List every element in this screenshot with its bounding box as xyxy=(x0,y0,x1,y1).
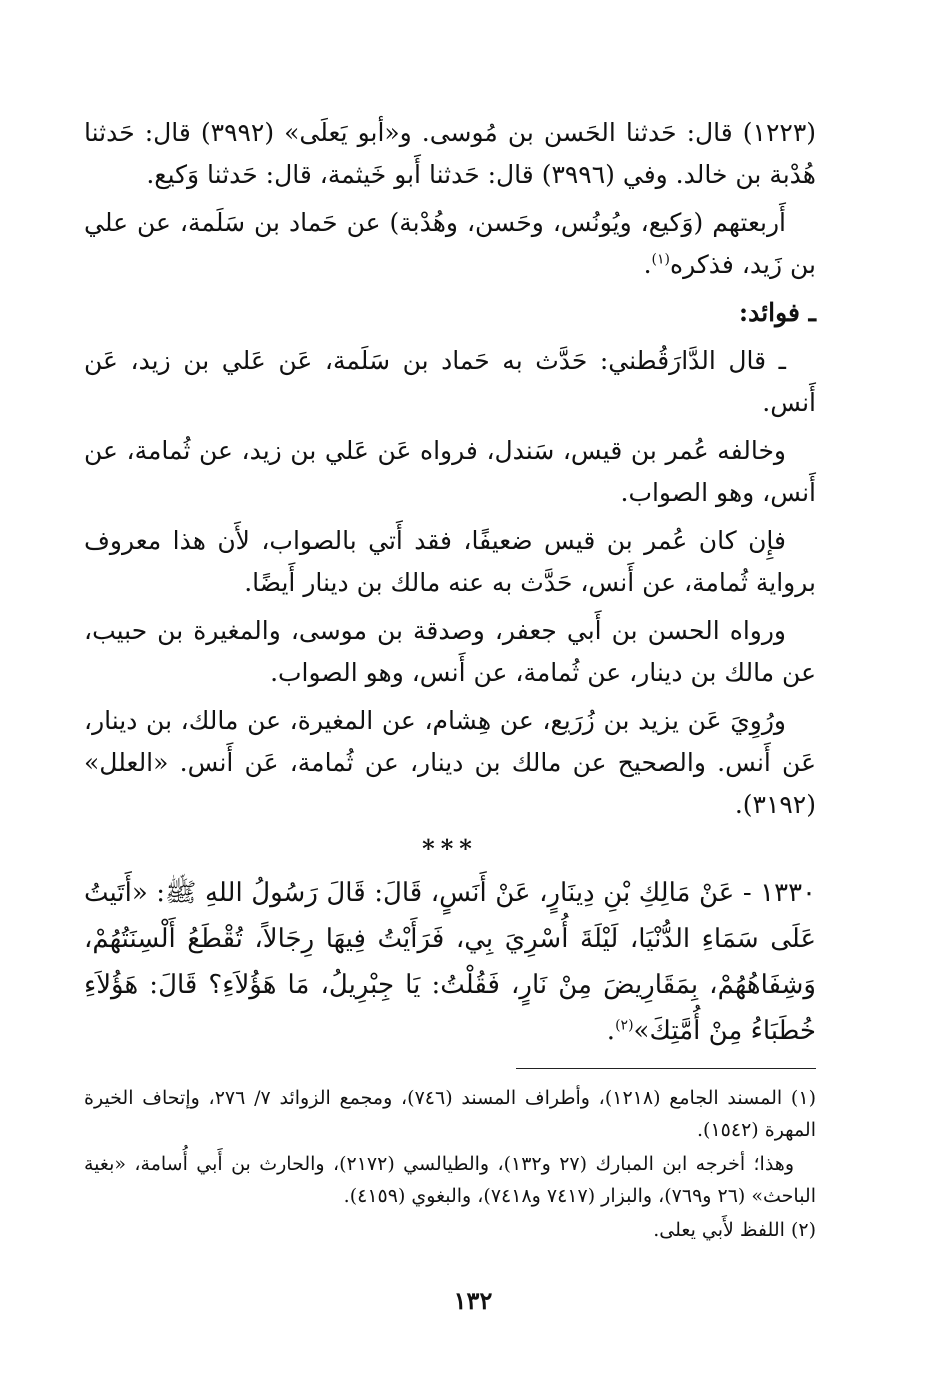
footnotes xyxy=(84,1068,816,1248)
paragraph-ruwiya: ورُوِيَ عَن يزيد بن زُرَيع، عن هِشام، عن المغيرة، عن مالك، بن دينار، عَن أَنس. والصحيح عن مالك بن دينار، عن ثُمامة، عَن أَنس. «العلل» (٣١٩٢). xyxy=(84,706,816,819)
footnote-divider xyxy=(516,1068,816,1069)
paragraph-rawahu: ورواه الحسن بن أَبي جعفر، وصدقة بن موسى، والمغيرة بن حبيب، عن مالك بن دينار، عن ثُمامة، عن أَنس، وهو الصواب. xyxy=(84,616,816,687)
footnote-1-continued: وهذا؛ أخرجه ابن المبارك (٢٧ و١٣٢)، والطيالسي (٢١٧٢)، والحارث بن أَبي أُسامة، «بغية الباحث» (٢٦ و٧٦٩)، والبزار (٧٤١٧ و٧٤١٨)، والبغوي (٤١٥٩). xyxy=(84,1153,816,1207)
paragraph-chain-1: (١٢٢٣) قال: حَدثنا الحَسن بن مُوسى. و«أبو يَعلَى» (٣٩٩٢) قال: حَدثنا هُدْبة بن خالد. وفي (٣٩٩٦) قال: حَدثنا أَبو خَيثمة، قال: حَدثنا وَكيع. xyxy=(84,118,817,189)
hadith-number: ١٣٣٠ - xyxy=(742,878,816,908)
footnote-2: (٢) اللفظ لأَبي يعلى. xyxy=(653,1219,816,1241)
hadith-text: عَنْ مَالِكِ بْنِ دِينَارٍ، عَنْ أَنَسٍ، قَالَ: قَالَ رَسُولُ اللهِ ﷺ: «أَتَيتُ عَلَى سَمَاءِ الدُّنْيَا، لَيْلَةَ أُسْرِيَ بِي، فَرَأَيْتُ فِيهَا رِجَالاً، تُقْطَعُ أَلْسِنَتُهُمْ، وَشِفَاهُهُمْ، بِمَقَارِيضَ مِنْ نَارٍ، فَقُلْتُ: يَا جِبْرِيلُ، مَا هَؤُلاَءِ؟ قَالَ: هَؤُلاَءِ خُطَبَاءُ مِنْ أُمَّتِكَ» xyxy=(84,878,816,1046)
chain-text: أَربعتهم (وَكيع، ويُونُس، وحَسن، وهُدْبة) عن حَماد بن سَلَمة، عن علي بن زَيد، فذكره xyxy=(84,208,816,279)
paragraph-khalafahu: وخالفه عُمر بن قيس، سَندل، فرواه عَن عَلي بن زيد، عن ثُمامة، عن أَنس، وهو الصواب. xyxy=(84,436,816,507)
hadith-1330 xyxy=(84,870,816,1054)
footnote-ref-2[interactable]: (٢) xyxy=(615,1017,634,1034)
footnote-1: (١) المسند الجامع (١٢١٨)، وأطراف المسند (٧٤٦)، ومجمع الزوائد ٧/ ٢٧٦، وإتحاف الخيرة المهرة (١٥٤٢). xyxy=(84,1087,816,1141)
paragraph-chain-2 xyxy=(84,202,816,286)
fawaid-heading: ـ فوائد: xyxy=(738,298,816,327)
page-number: ١٣٢ xyxy=(453,1286,493,1315)
section-separator: *** xyxy=(422,834,478,863)
paragraph-fa-in: فإِن كان عُمر بن قيس ضعيفًا، فقد أَتي بالصواب، لأَن هذا معروف برواية ثُمامة، عن أَنس، حَدَّث به عنه مالك بن دينار أَيضًا. xyxy=(84,526,816,597)
footnote-ref-1[interactable]: (١) xyxy=(651,251,671,268)
main-text xyxy=(84,112,816,1054)
hadith-end: . xyxy=(606,1016,616,1046)
paragraph-daraqutni: ـ قال الدَّارَقُطني: حَدَّث به حَماد بن سَلَمة، عَن عَلي بن زيد، عَن أَنس. xyxy=(84,346,816,417)
chain-end: . xyxy=(643,250,652,279)
